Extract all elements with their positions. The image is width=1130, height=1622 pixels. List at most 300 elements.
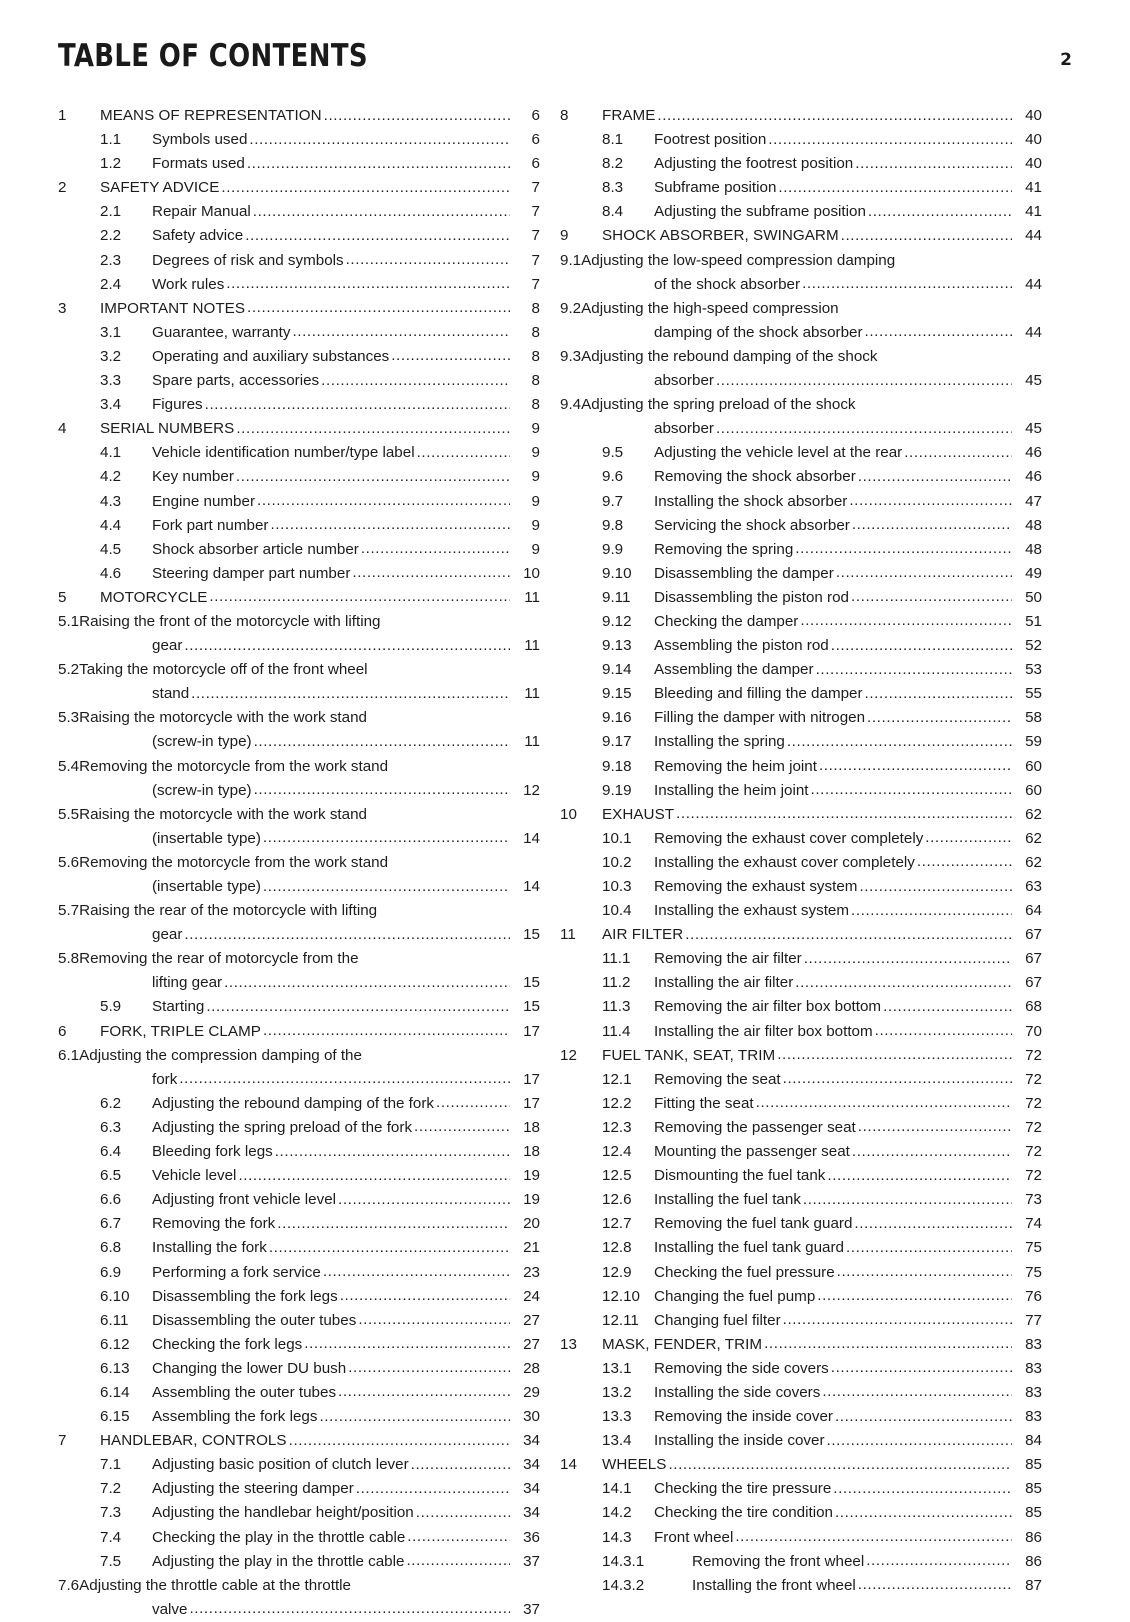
toc-entry[interactable]: [560, 803, 1042, 827]
toc-entry-label-continued: valve: [152, 1600, 188, 1618]
toc-entry-page: 44: [1025, 275, 1042, 293]
toc-entry[interactable]: [560, 634, 1042, 658]
toc-entry-number: 10.1: [602, 829, 632, 847]
toc-entry[interactable]: [560, 538, 1042, 562]
toc-entry-label: Adjusting basic position of clutch lever: [152, 1456, 409, 1474]
toc-entry-label: Adjusting the vehicle level at the rear: [654, 444, 903, 462]
toc-entry-number: 5.2: [58, 661, 80, 679]
toc-entry-page: 44: [1025, 323, 1042, 341]
toc-entry[interactable]: [560, 441, 1042, 465]
toc-entry-page: 75: [1025, 1263, 1042, 1281]
toc-entry[interactable]: [560, 755, 1042, 779]
toc-entry-page: 14: [523, 878, 540, 895]
toc-entry[interactable]: [58, 1501, 540, 1525]
toc-entry[interactable]: [58, 1140, 540, 1164]
toc-entry-page: 9: [531, 492, 540, 510]
toc-entry-number: 6.7: [100, 1215, 122, 1233]
toc-entry-number: 14.1: [602, 1480, 632, 1498]
toc-dot-leader: [275, 1140, 510, 1164]
toc-entry-number: 6.11: [100, 1311, 129, 1329]
toc-entry[interactable]: [560, 995, 1042, 1019]
toc-dot-leader: [756, 1091, 1012, 1115]
page-header: [58, 38, 1072, 82]
toc-entry[interactable]: [58, 1550, 540, 1574]
toc-entry-label-continued: fork: [152, 1070, 178, 1088]
toc-entry-label: Mounting the passenger seat: [654, 1143, 850, 1161]
toc-entry[interactable]: [560, 730, 1042, 754]
toc-dot-leader: [811, 778, 1013, 802]
toc-entry-number: 6.9: [100, 1263, 122, 1281]
toc-entry[interactable]: [58, 995, 540, 1019]
toc-entry-number: 5.9: [100, 998, 122, 1016]
toc-entry-label: Checking the damper: [654, 612, 799, 630]
toc-entry[interactable]: [560, 682, 1042, 706]
toc-dot-leader: [292, 320, 510, 344]
toc-entry[interactable]: [58, 465, 540, 489]
toc-entry[interactable]: [58, 104, 540, 128]
toc-dot-leader: [346, 248, 510, 272]
toc-dot-leader: [851, 899, 1012, 923]
toc-entry-number: 12.3: [602, 1118, 632, 1136]
toc-entry[interactable]: [560, 1116, 1042, 1140]
toc-entry[interactable]: [560, 562, 1042, 586]
toc-entry[interactable]: [560, 1261, 1042, 1285]
toc-entry-page: 8: [531, 299, 540, 317]
toc-entry-label: Removing the passenger seat: [654, 1118, 856, 1136]
toc-dot-leader: [657, 104, 1012, 128]
toc-entry-page: 11: [524, 588, 540, 606]
toc-entry[interactable]: [58, 1116, 540, 1140]
toc-entry-label: Operating and auxiliary substances: [152, 347, 390, 365]
toc-entry-label-continued: (insertable type): [152, 829, 261, 847]
toc-entry[interactable]: [58, 1453, 540, 1477]
toc-entry-page: 27: [523, 1335, 540, 1353]
toc-entry[interactable]: [58, 514, 540, 538]
toc-entry[interactable]: [560, 514, 1042, 538]
toc-entry-label-continued: absorber: [654, 372, 714, 390]
toc-entry-number: 6.12: [100, 1335, 130, 1353]
toc-entry-label: Footrest position: [654, 131, 767, 149]
toc-entry-label: Adjusting the handlebar height/position: [152, 1504, 414, 1522]
toc-dot-leader: [417, 441, 510, 465]
toc-entry[interactable]: [560, 200, 1042, 224]
toc-dot-leader: [868, 200, 1012, 224]
toc-dot-leader: [685, 923, 1012, 947]
toc-entry-label: Installing the fuel tank guard: [654, 1239, 844, 1257]
toc-entry[interactable]: [58, 152, 540, 176]
toc-entry-page: 58: [1025, 709, 1042, 727]
toc-entry-number: 2: [58, 179, 67, 197]
toc-entry-label: Installing the inside cover: [654, 1432, 825, 1450]
toc-entry-number: 9.4: [560, 396, 582, 414]
toc-entry[interactable]: [560, 490, 1042, 514]
toc-entry[interactable]: [560, 1381, 1042, 1405]
toc-entry-page: 51: [1025, 612, 1042, 630]
toc-dot-leader: [846, 1236, 1012, 1260]
toc-dot-leader: [783, 1308, 1012, 1332]
toc-dot-leader: [668, 1453, 1012, 1477]
toc-entry-page: 40: [1025, 131, 1042, 149]
toc-entry[interactable]: [560, 658, 1042, 682]
toc-entry[interactable]: [560, 1333, 1042, 1357]
toc-dot-leader: [852, 1140, 1012, 1164]
toc-entry[interactable]: [58, 586, 540, 610]
toc-entry[interactable]: [560, 1309, 1042, 1333]
toc-dot-leader: [323, 1260, 510, 1284]
toc-entry-label: Guarantee, warranty: [152, 323, 291, 341]
toc-dot-leader: [263, 875, 510, 899]
toc-entry[interactable]: [560, 1453, 1042, 1477]
toc-entry[interactable]: [58, 1381, 540, 1405]
toc-entry-number: 9.17: [602, 733, 632, 751]
toc-entry[interactable]: [560, 128, 1042, 152]
toc-entry[interactable]: [58, 441, 540, 465]
toc-column-left: [58, 104, 540, 1622]
toc-entry[interactable]: [560, 1526, 1042, 1550]
toc-entry-label: HANDLEBAR, CONTROLS: [100, 1432, 287, 1450]
toc-entry-page: 64: [1025, 902, 1042, 920]
toc-entry[interactable]: [58, 1188, 540, 1212]
toc-dot-leader: [716, 417, 1012, 441]
toc-entry-label: SAFETY ADVICE: [100, 179, 220, 197]
toc-dot-leader: [340, 1284, 510, 1308]
toc-entry[interactable]: [560, 586, 1042, 610]
toc-entry[interactable]: [560, 224, 1042, 248]
toc-entry-label: Dismounting the fuel tank: [654, 1167, 826, 1185]
toc-entry-page: 9: [531, 540, 540, 558]
toc-entry-number: 13.2: [602, 1383, 632, 1401]
toc-entry[interactable]: [58, 176, 540, 200]
toc-entry-number: 6.13: [100, 1359, 130, 1377]
toc-entry[interactable]: [560, 1550, 1042, 1574]
toc-entry[interactable]: [560, 1140, 1042, 1164]
toc-entry[interactable]: [58, 369, 540, 393]
toc-entry[interactable]: [58, 249, 540, 273]
toc-entry-label: Degrees of risk and symbols: [152, 251, 344, 269]
toc-entry[interactable]: [560, 971, 1042, 995]
toc-entry-label: FUEL TANK, SEAT, TRIM: [602, 1046, 776, 1064]
toc-dot-leader: [735, 1525, 1012, 1549]
toc-entry-page: 55: [1025, 685, 1042, 703]
toc-entry[interactable]: [560, 393, 1042, 441]
toc-dot-leader: [787, 730, 1012, 754]
toc-entry-number: 11: [560, 926, 576, 944]
toc-entry[interactable]: [58, 1357, 540, 1381]
toc-entry[interactable]: [58, 490, 540, 514]
page-number: 2: [1060, 50, 1072, 70]
toc-entry-number: 2.3: [100, 251, 122, 269]
toc-entry-label: Installing the exhaust cover completely: [654, 853, 915, 871]
toc-dot-leader: [254, 778, 510, 802]
toc-dot-leader: [925, 826, 1012, 850]
toc-entry-label-continued: of the shock absorber: [654, 275, 801, 293]
toc-entry-page: 10: [523, 564, 540, 582]
toc-dot-leader: [833, 1477, 1012, 1501]
toc-entry-label: Checking the play in the throttle cable: [152, 1528, 406, 1546]
toc-dot-leader: [238, 1164, 510, 1188]
toc-entry-number: 2.4: [100, 275, 122, 293]
toc-entry[interactable]: [58, 610, 540, 658]
toc-dot-leader: [269, 1236, 510, 1260]
toc-entry-label: Adjusting the play in the throttle cable: [152, 1552, 405, 1570]
toc-dot-leader: [184, 923, 510, 947]
toc-entry-label: Removing the air filter box bottom: [654, 998, 882, 1016]
toc-dot-leader: [191, 682, 510, 706]
toc-entry-number: 9.7: [602, 492, 624, 510]
toc-dot-leader: [304, 1332, 510, 1356]
toc-entry[interactable]: [58, 1236, 540, 1260]
toc-entry[interactable]: [58, 538, 540, 562]
toc-entry-page: 9: [531, 444, 540, 462]
toc-entry[interactable]: [560, 297, 1042, 345]
toc-entry-label: Checking the fuel pressure: [654, 1263, 835, 1281]
toc-entry[interactable]: [58, 273, 540, 297]
toc-entry-label: Changing the fuel pump: [654, 1287, 816, 1305]
toc-entry[interactable]: [560, 1501, 1042, 1525]
toc-entry[interactable]: [58, 658, 540, 706]
toc-entry[interactable]: [560, 1357, 1042, 1381]
toc-entry-label: Work rules: [152, 275, 225, 293]
toc-entry-number: 4.6: [100, 564, 122, 582]
toc-entry[interactable]: [560, 249, 1042, 297]
toc-entry-page: 19: [523, 1167, 540, 1185]
toc-entry[interactable]: [560, 152, 1042, 176]
toc-entry-label: Filling the damper with nitrogen: [654, 709, 866, 727]
toc-entry-label: Removing the motorcycle from the work stand: [79, 853, 389, 871]
toc-entry-number: 12.2: [602, 1094, 632, 1112]
toc-entry-label: SHOCK ABSORBER, SWINGARM: [602, 227, 839, 245]
toc-entry[interactable]: [560, 1574, 1042, 1598]
toc-entry-label: Removing the fork: [152, 1215, 276, 1233]
toc-dot-leader: [321, 369, 510, 393]
toc-entry[interactable]: [58, 393, 540, 417]
toc-entry-label: Adjusting the low-speed compression damping: [581, 251, 896, 269]
toc-entry[interactable]: [58, 755, 540, 803]
toc-entry[interactable]: [560, 1164, 1042, 1188]
toc-dot-leader: [189, 1597, 510, 1621]
toc-entry-page: 72: [1025, 1046, 1042, 1064]
toc-entry-label-continued: gear: [152, 637, 183, 655]
toc-entry[interactable]: [58, 417, 540, 441]
toc-entry-page: 52: [1025, 637, 1042, 655]
toc-entry[interactable]: [560, 345, 1042, 393]
toc-entry-number: 5: [58, 588, 67, 606]
toc-entry-label: Disassembling the piston rod: [654, 588, 850, 606]
toc-entry-number: 8: [560, 107, 569, 124]
toc-entry-label: Safety advice: [152, 227, 244, 245]
toc-entry[interactable]: [560, 1044, 1042, 1068]
toc-entry-page: 83: [1025, 1335, 1042, 1353]
toc-dot-leader: [852, 513, 1012, 537]
toc-dot-leader: [391, 344, 510, 368]
toc-entry-number: 12.1: [602, 1070, 632, 1088]
toc-dot-leader: [867, 706, 1012, 730]
toc-entry[interactable]: [58, 1164, 540, 1188]
toc-entry[interactable]: [560, 176, 1042, 200]
toc-entry[interactable]: [560, 1429, 1042, 1453]
toc-entry-label: Adjusting the rebound damping of the fork: [152, 1094, 434, 1112]
toc-entry[interactable]: [560, 1092, 1042, 1116]
toc-entry-number: 7.5: [100, 1552, 122, 1570]
toc-entry[interactable]: [58, 1285, 540, 1309]
toc-dot-leader: [224, 971, 510, 995]
toc-dot-leader: [859, 875, 1012, 899]
toc-entry[interactable]: [58, 1405, 540, 1429]
toc-entry-number: 6.5: [100, 1167, 122, 1185]
toc-entry-label: Adjusting the footrest position: [654, 155, 854, 173]
toc-dot-leader: [778, 176, 1012, 200]
toc-entry-page: 40: [1025, 107, 1042, 124]
toc-entry[interactable]: [560, 827, 1042, 851]
toc-entry[interactable]: [58, 297, 540, 321]
toc-entry[interactable]: [560, 1020, 1042, 1044]
toc-entry-page: 28: [523, 1359, 540, 1377]
toc-entry[interactable]: [58, 1477, 540, 1501]
toc-entry-page: 6: [531, 107, 540, 124]
toc-dot-leader: [836, 561, 1012, 585]
toc-entry-label-continued: lifting gear: [152, 974, 223, 992]
toc-entry[interactable]: [560, 923, 1042, 947]
toc-entry[interactable]: [58, 851, 540, 899]
toc-entry[interactable]: [560, 899, 1042, 923]
toc-entry[interactable]: [58, 1261, 540, 1285]
toc-entry[interactable]: [560, 706, 1042, 730]
toc-entry[interactable]: [560, 1477, 1042, 1501]
toc-entry-number: 10.4: [602, 902, 632, 920]
toc-entry-page: 62: [1025, 805, 1042, 823]
toc-entry[interactable]: [58, 1526, 540, 1550]
toc-entry-label: Repair Manual: [152, 203, 251, 221]
toc-entry-label: Bleeding fork legs: [152, 1143, 273, 1161]
toc-entry[interactable]: [58, 1044, 540, 1092]
toc-entry[interactable]: [560, 779, 1042, 803]
toc-entry-number: 5.7: [58, 902, 80, 920]
toc-entry-number: 8.3: [602, 179, 624, 197]
toc-entry[interactable]: [560, 1068, 1042, 1092]
toc-entry[interactable]: [560, 875, 1042, 899]
toc-entry-label: Fitting the seat: [654, 1094, 754, 1112]
toc-dot-leader: [875, 1019, 1012, 1043]
toc-entry-page: 15: [523, 974, 540, 992]
toc-entry-page: 46: [1025, 468, 1042, 486]
toc-entry[interactable]: [58, 1309, 540, 1333]
toc-entry-number: 4.1: [100, 444, 122, 462]
toc-entry[interactable]: [58, 899, 540, 947]
toc-dot-leader: [817, 1284, 1012, 1308]
toc-entry-page: 85: [1025, 1480, 1042, 1498]
toc-entry-number: 9.9: [602, 540, 624, 558]
toc-entry-number: 9.5: [602, 444, 624, 462]
toc-entry-page: 50: [1025, 588, 1042, 606]
toc-entry-number: 9: [560, 227, 569, 245]
toc-dot-leader: [835, 1405, 1012, 1429]
toc-entry-number: 9.15: [602, 685, 632, 703]
toc-entry-number: 12.4: [602, 1143, 632, 1161]
toc-entry-page: 60: [1025, 757, 1042, 775]
toc-entry[interactable]: [560, 1188, 1042, 1212]
toc-entry[interactable]: [58, 1212, 540, 1236]
toc-entry-page: 34: [523, 1480, 540, 1498]
toc-entry[interactable]: [560, 947, 1042, 971]
toc-entry[interactable]: [58, 803, 540, 851]
toc-entry-page: 44: [1025, 227, 1042, 245]
toc-entry-page: 9: [531, 468, 540, 486]
toc-entry[interactable]: [560, 1236, 1042, 1260]
toc-dot-leader: [865, 682, 1012, 706]
toc-entry-label: MEANS OF REPRESENTATION: [100, 107, 322, 124]
toc-entry[interactable]: [58, 562, 540, 586]
toc-entry[interactable]: [58, 1429, 540, 1453]
toc-entry[interactable]: [58, 947, 540, 995]
toc-entry-page: 11: [524, 685, 540, 703]
toc-entry-page: 45: [1025, 420, 1042, 438]
toc-entry[interactable]: [58, 224, 540, 248]
toc-entry[interactable]: [560, 610, 1042, 634]
toc-entry-label: AIR FILTER: [602, 926, 684, 944]
toc-entry[interactable]: [58, 345, 540, 369]
toc-entry[interactable]: [560, 851, 1042, 875]
toc-dot-leader: [858, 1573, 1012, 1597]
toc-entry-page: 67: [1025, 974, 1042, 992]
toc-entry-page: 9: [531, 516, 540, 534]
toc-entry-label: Adjusting the subframe position: [654, 203, 866, 221]
toc-entry-label: Removing the exhaust system: [654, 878, 858, 895]
toc-entry-page: 29: [523, 1383, 540, 1401]
toc-entry[interactable]: [560, 1405, 1042, 1429]
toc-entry-label: Figures: [152, 396, 203, 414]
toc-entry-number: 9.13: [602, 637, 632, 655]
toc-entry[interactable]: [58, 1020, 540, 1044]
toc-entry[interactable]: [560, 1212, 1042, 1236]
toc-dot-leader: [854, 1212, 1012, 1236]
toc-dot-leader: [226, 272, 510, 296]
toc-entry-label: Checking the tire pressure: [654, 1480, 832, 1498]
toc-dot-leader: [352, 561, 510, 585]
toc-entry-number: 9.2: [560, 299, 582, 317]
toc-dot-leader: [247, 296, 510, 320]
toc-entry[interactable]: [58, 321, 540, 345]
toc-dot-leader: [768, 128, 1012, 152]
toc-entry[interactable]: [58, 1092, 540, 1116]
toc-entry-page: 83: [1025, 1359, 1042, 1377]
toc-entry[interactable]: [58, 706, 540, 754]
toc-entry-page: 14: [523, 829, 540, 847]
toc-entry-number: 12.9: [602, 1263, 632, 1281]
toc-entry-number: 7.2: [100, 1480, 122, 1498]
toc-entry-label: Bleeding and filling the damper: [654, 685, 863, 703]
toc-entry-page: 49: [1025, 564, 1042, 582]
toc-dot-leader: [883, 995, 1012, 1019]
toc-entry[interactable]: [560, 1285, 1042, 1309]
toc-entry[interactable]: [560, 465, 1042, 489]
toc-entry-number: 12.11: [602, 1311, 639, 1329]
toc-entry[interactable]: [560, 104, 1042, 128]
toc-entry-number: 6: [58, 1022, 67, 1040]
toc-entry-number: 10.2: [602, 853, 632, 871]
toc-entry-number: 7.3: [100, 1504, 122, 1522]
toc-entry[interactable]: [58, 1333, 540, 1357]
toc-entry[interactable]: [58, 1574, 540, 1622]
toc-dot-leader: [257, 489, 510, 513]
toc-entry-number: 12.6: [602, 1191, 632, 1209]
toc-entry[interactable]: [58, 200, 540, 224]
toc-entry[interactable]: [58, 128, 540, 152]
toc-entry-number: 5.6: [58, 853, 80, 871]
toc-dot-leader: [253, 200, 510, 224]
toc-entry-number: 4.3: [100, 492, 122, 510]
toc-entry-label: Installing the spring: [654, 733, 785, 751]
toc-entry-number: 14.3: [602, 1528, 632, 1546]
